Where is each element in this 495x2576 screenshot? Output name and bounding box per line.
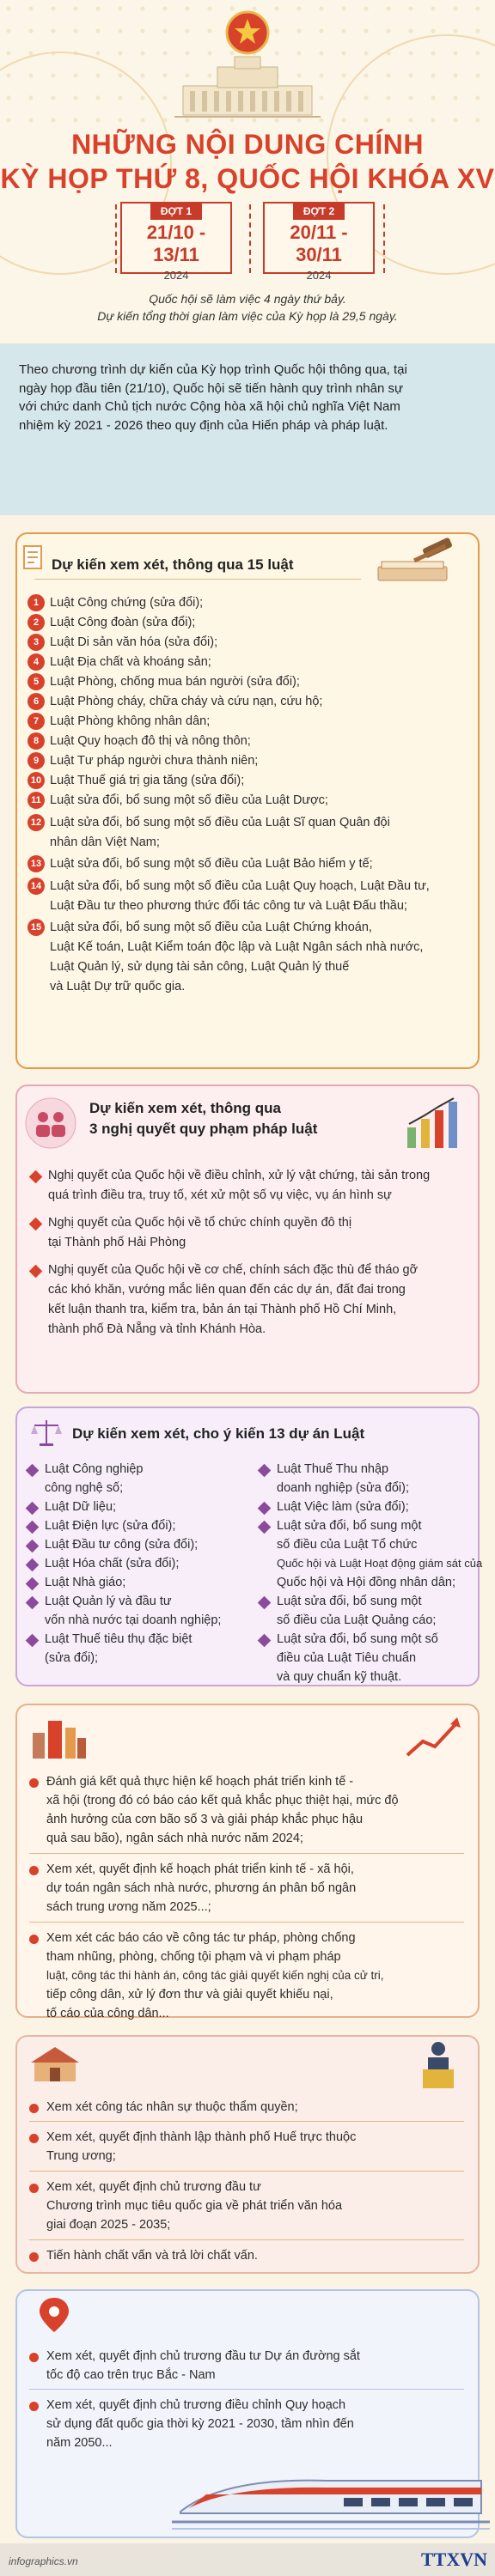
document-icon [21, 544, 46, 570]
bullet-icon [29, 2184, 39, 2193]
section-socioeconomic [0, 1698, 495, 2025]
item-number: 1 [28, 594, 45, 611]
agenda-line: luật, công tác thi hành án, công tác giải quyết kiến nghị của cử tri, [46, 1969, 384, 1982]
gavel-icon [370, 538, 464, 586]
resolution-line: Nghị quyết của Quốc hội về tổ chức chính quyền đô thị [48, 1216, 352, 1230]
item-number: 3 [28, 634, 45, 651]
draft-law-item: Luật Điện lực (sửa đổi); [45, 1519, 176, 1533]
agenda-line: giai đoạn 2025 - 2035; [46, 2218, 171, 2232]
draft-law-item: Luật sửa đổi, bổ sung một số [277, 1632, 438, 1646]
item-number: 10 [28, 772, 45, 789]
assembly-building-icon [174, 52, 321, 120]
draft-law-item-cont: doanh nghiệp (sửa đổi); [277, 1481, 410, 1495]
agenda-line: Xem xét, quyết định kế hoạch phát triển kinh tế - xã hội, [46, 1862, 354, 1876]
law-item: Luật Quy hoạch đô thị và nông thôn; [50, 734, 251, 748]
resolution-line: tại Thành phố Hải Phòng [48, 1236, 186, 1249]
bullet-icon [29, 2353, 39, 2362]
item-number: 7 [28, 713, 45, 730]
law-item: Luật Công đoàn (sửa đổi); [50, 616, 196, 629]
period-divider [383, 204, 392, 273]
law-item-cont: và Luật Dự trữ quốc gia. [50, 980, 186, 993]
agenda-line: Xem xét, quyết định chủ trương đầu tư Dự án đường sắt [46, 2349, 360, 2363]
city-buildings-icon [29, 1714, 89, 1760]
period-2-box [263, 202, 375, 282]
page-title-line2: KỲ HỌP THỨ 8, QUỐC HỘI KHÓA XV [0, 163, 495, 194]
draft-law-item: Luật Đầu tư công (sửa đổi); [45, 1538, 199, 1552]
title-underline [34, 579, 361, 580]
item-number: 12 [28, 814, 45, 831]
intro-line: nhiệm kỳ 2021 - 2026 theo quy định của Hiến pháp và pháp luật. [19, 417, 388, 433]
divider [29, 1853, 464, 1854]
draft-law-item: Luật sửa đổi, bổ sung một [277, 1595, 422, 1608]
divider [29, 2121, 464, 2122]
period-2-dates: 20/11 - 30/11 [290, 222, 348, 265]
divider [29, 2389, 464, 2390]
draft-law-item: Luật Thuế Thu nhập [277, 1462, 389, 1476]
section-3-resolutions [0, 1078, 495, 1400]
draft-law-item: Luật Quản lý và đầu tư [45, 1595, 172, 1608]
bullet-icon [29, 2134, 39, 2143]
draft-law-item-cont: và quy chuẩn kỹ thuật. [277, 1670, 402, 1684]
intro-line: với chức danh Chủ tịch nước Cộng hòa xã hội chủ nghĩa Việt Nam [19, 399, 400, 414]
resolution-line: kết luận thanh tra, kiểm tra, bản án tại Thành phố Hồ Chí Minh, [48, 1303, 397, 1316]
header [0, 0, 495, 342]
section-title-line1: Dự kiến xem xét, thông qua [89, 1100, 281, 1116]
section-title-line2: 3 nghị quyết quy phạm pháp luật [89, 1121, 318, 1137]
law-item-cont: Luật Quản lý, sử dụng tài sản công, Luật Quản lý thuế [50, 960, 350, 974]
work-note-line2: Dự kiến tổng thời gian làm việc của Kỳ họp là 29,5 ngày. [97, 309, 398, 323]
intro-line: ngày họp đầu tiên (21/10), Quốc hội sẽ tiến hành quy trình nhân sự [19, 380, 404, 396]
agenda-line: sách trung ương năm 2025...; [46, 1900, 211, 1914]
balance-scale-icon [29, 1417, 64, 1448]
resolution-line: Nghị quyết của Quốc hội về điều chỉnh, xử lý vật chứng, tài sản trong [48, 1169, 431, 1182]
draft-law-item: Luật Dữ liệu; [45, 1500, 117, 1514]
item-number: 11 [28, 792, 45, 809]
bullet-icon [29, 1866, 39, 1875]
national-emblem-icon [225, 10, 270, 55]
intro-line: Theo chương trình dự kiến của Kỳ họp trình Quốc hội thông qua, tại [19, 362, 407, 377]
law-item-cont: Luật Kế toán, Luật Kiểm toán độc lập và Luật Ngân sách nhà nước, [50, 940, 424, 954]
law-item: Luật Tư pháp người chưa thành niên; [50, 754, 259, 768]
work-note-line1: Quốc hội sẽ làm việc 4 ngày thứ bảy. [149, 292, 346, 306]
agenda-line: tố cáo của công dân... [46, 2007, 169, 2020]
law-item: Luật Phòng, chống mua bán người (sửa đổi); [50, 675, 300, 689]
item-number: 15 [28, 919, 45, 936]
draft-law-item: Luật sửa đổi, bổ sung một [277, 1519, 422, 1533]
footer [0, 2543, 495, 2576]
item-number: 5 [28, 673, 45, 690]
draft-law-item: Luật Thuế tiêu thụ đặc biệt [45, 1632, 192, 1646]
law-item-cont: nhân dân Việt Nam; [50, 835, 160, 849]
ttxvn-logo: TTXVN [421, 2549, 488, 2570]
period-1-dates: 21/10 - 13/11 [146, 222, 206, 265]
resolution-line: thành phố Đà Nẵng và tỉnh Khánh Hòa. [48, 1322, 266, 1336]
bullet-icon [29, 2252, 39, 2262]
divider [29, 1922, 464, 1923]
draft-law-item-cont: vốn nhà nước tại doanh nghiệp; [45, 1613, 222, 1627]
period-2-label: ĐỢT 2 [293, 203, 345, 220]
intro-panel [0, 343, 495, 515]
law-item: Luật Công chứng (sửa đổi); [50, 596, 204, 610]
section-personnel [0, 2030, 495, 2279]
divider [29, 2171, 464, 2172]
agenda-line: quả sau bão), ngân sách nhà nước năm 2024; [46, 1832, 303, 1845]
item-number: 14 [28, 878, 45, 895]
draft-law-item-cont: số điều của Luật Tổ chức [277, 1538, 418, 1552]
agenda-line: Xem xét, quyết định chủ trương đầu tư [46, 2180, 261, 2194]
meeting-icon [24, 1097, 77, 1150]
agenda-line: Xem xét, quyết định thành lập thành phố Huế trực thuộc [46, 2130, 357, 2144]
item-number: 13 [28, 855, 45, 872]
item-number: 2 [28, 614, 45, 631]
bullet-icon [29, 1935, 39, 1944]
agenda-line: Đánh giá kết quả thực hiện kế hoạch phát triển kinh tế - [46, 1775, 354, 1789]
item-number: 4 [28, 653, 45, 671]
agenda-line: sử dụng đất quốc gia thời kỳ 2021 - 2030, tầm nhìn đến [46, 2417, 354, 2431]
draft-law-item-cont: Quốc hội và Hội đồng nhân dân; [277, 1576, 455, 1589]
agenda-line: tham nhũng, phòng, chống tội phạm và vi phạm pháp [46, 1950, 341, 1964]
section-title: Dự kiến xem xét, cho ý kiến 13 dự án Luật [72, 1425, 365, 1442]
website-link[interactable]: infographics.vn [9, 2555, 78, 2567]
agenda-line: Xem xét các báo cáo về công tác tư pháp, phòng chống [46, 1931, 356, 1945]
period-2-year: 2024 [306, 269, 332, 282]
agenda-line: tốc độ cao trên trục Bắc - Nam [46, 2368, 216, 2382]
law-item: Luật sửa đổi, bổ sung một số điều của Luật Bảo hiểm y tế; [50, 857, 373, 871]
agenda-line: Trung ương; [46, 2149, 116, 2163]
draft-law-item: Luật Nhà giáo; [45, 1576, 126, 1589]
agenda-line: năm 2050... [46, 2436, 113, 2450]
bullet-icon [29, 1778, 39, 1788]
high-speed-train-icon [172, 2460, 490, 2537]
page-title-line1: NHỮNG NỘI DUNG CHÍNH [71, 129, 424, 160]
law-item: Luật sửa đổi, bổ sung một số điều của Luật Dược; [50, 793, 328, 807]
draft-law-item-cont: điều của Luật Tiêu chuẩn [277, 1651, 417, 1665]
draft-law-item-cont: (sửa đổi); [45, 1651, 99, 1665]
law-item: Luật sửa đổi, bổ sung một số điều của Luật Quy hoạch, Luật Đầu tư, [50, 879, 430, 893]
draft-law-item: Luật Hóa chất (sửa đổi); [45, 1557, 180, 1571]
resolution-line: quá trình điều tra, truy tố, xét xử một số vụ việc, vụ án hình sự [48, 1188, 392, 1202]
law-item: Luật sửa đổi, bổ sung một số điều của Luật Sĩ quan Quân đội [50, 816, 390, 829]
resolution-line: các khó khăn, vướng mắc liên quan đến các dự án, đất đai trong [48, 1283, 406, 1297]
agenda-line: tiếp công dân, xử lý đơn thư và giải quyết khiếu nại, [46, 1988, 333, 2002]
agenda-line: Xem xét công tác nhân sự thuộc thẩm quyền; [46, 2100, 298, 2114]
period-1-box [120, 202, 232, 282]
section-15-laws [0, 526, 495, 1075]
law-item: Luật Phòng cháy, chữa cháy và cứu nạn, cứu hộ; [50, 695, 323, 708]
growth-chart-icon [400, 1093, 464, 1153]
item-number: 9 [28, 752, 45, 769]
draft-law-item-cont: công nghệ số; [45, 1481, 124, 1495]
item-number: 8 [28, 732, 45, 750]
section-railway [0, 2284, 495, 2542]
draft-law-item: Luật Công nghiệp [45, 1462, 144, 1476]
agenda-line: dự toán ngân sách nhà nước, phương án phân bổ ngân [46, 1881, 357, 1895]
speaker-podium-icon [414, 2038, 462, 2090]
agenda-line: ảnh hưởng của cơn bão số 3 và giải pháp khắc phục hậu [46, 1813, 364, 1826]
agenda-line: Chương trình mục tiêu quốc gia về phát triển văn hóa [46, 2199, 343, 2213]
resolution-line: Nghị quyết của Quốc hội về cơ chế, chính sách đặc thù để tháo gỡ [48, 1263, 419, 1277]
agenda-line: Xem xét, quyết định chủ trương điều chỉnh Quy hoạch [46, 2398, 346, 2412]
period-divider [249, 204, 258, 273]
bullet-icon [29, 2104, 39, 2113]
period-1-year: 2024 [163, 269, 189, 282]
draft-law-item: Luật Việc làm (sửa đổi); [277, 1500, 409, 1514]
hue-gate-icon [29, 2044, 81, 2083]
divider [29, 2239, 464, 2240]
law-item: Luật Thuế giá trị gia tăng (sửa đổi); [50, 774, 245, 787]
draft-law-item-cont: số điều của Luật Quảng cáo; [277, 1613, 437, 1627]
draft-law-item-cont: Quốc hội và Luật Hoạt động giám sát của [277, 1557, 483, 1570]
map-pin-icon [29, 2296, 79, 2334]
law-item: Luật sửa đổi, bổ sung một số điều của Luật Chứng khoán, [50, 920, 372, 934]
agenda-line: xã hội (trong đó có báo cáo kết quả khắc phục thiệt hại, mức độ [46, 1794, 399, 1807]
law-item: Luật Địa chất và khoáng sản; [50, 655, 211, 669]
law-item-cont: Luật Đầu tư theo phương thức đối tác công tư và Luật Đấu thầu; [50, 899, 407, 913]
section-13-draft-laws [0, 1401, 495, 1693]
period-1-label: ĐỢT 1 [150, 203, 202, 220]
item-number: 6 [28, 693, 45, 710]
rising-arrow-icon [404, 1712, 464, 1764]
agenda-line: Tiến hành chất vấn và trả lời chất vấn. [46, 2249, 258, 2263]
law-item: Luật Phòng không nhân dân; [50, 714, 211, 728]
section-title: Dự kiến xem xét, thông qua 15 luật [52, 556, 294, 573]
law-item: Luật Di sản văn hóa (sửa đổi); [50, 635, 218, 649]
bullet-icon [29, 2402, 39, 2411]
